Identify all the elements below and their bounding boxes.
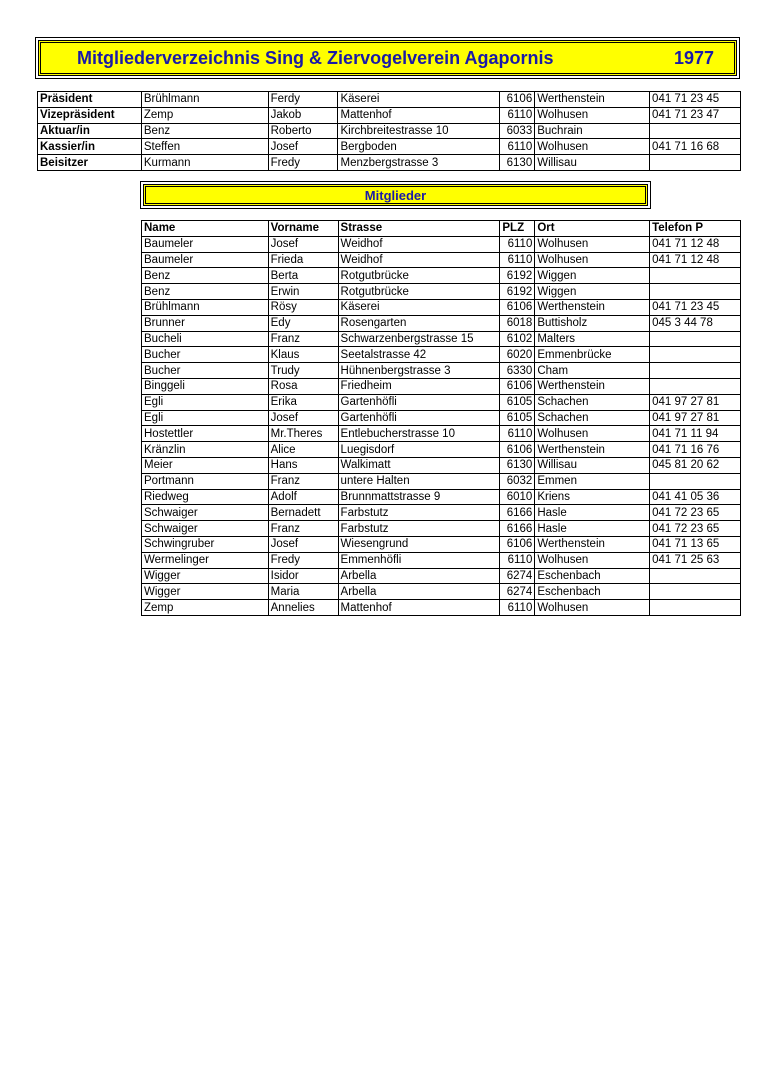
- member-ort-cell: Schachen: [535, 410, 650, 426]
- section-title: Mitglieder: [364, 187, 427, 203]
- board-ort-cell: Willisau: [535, 155, 650, 171]
- member-name-cell: Wigger: [142, 584, 269, 600]
- member-row: [142, 568, 741, 584]
- member-telefon-cell: 045 3 44 78: [650, 315, 741, 331]
- member-vorname-cell: Rösy: [268, 299, 338, 315]
- member-row: [142, 505, 741, 521]
- member-ort-cell: Wiggen: [535, 268, 650, 284]
- column-header-vorname: Vorname: [268, 221, 338, 237]
- member-strasse-cell: Käserei: [338, 299, 500, 315]
- member-plz-cell: 6166: [500, 521, 535, 537]
- board-ort-cell: Buchrain: [535, 123, 650, 139]
- member-ort-cell: Kriens: [535, 489, 650, 505]
- member-telefon-cell: [650, 347, 741, 363]
- member-telefon-cell: 041 71 11 94: [650, 426, 741, 442]
- member-strasse-cell: Gartenhöfli: [338, 410, 500, 426]
- member-name-cell: Egli: [142, 410, 269, 426]
- board-name-cell: Zemp: [141, 107, 268, 123]
- member-telefon-cell: [650, 331, 741, 347]
- board-role: Aktuar/in: [38, 123, 142, 139]
- member-name-cell: Brühlmann: [142, 299, 269, 315]
- member-telefon-cell: 041 71 23 45: [650, 299, 741, 315]
- column-header-telefon: Telefon P: [650, 221, 741, 237]
- member-plz-cell: 6330: [500, 363, 535, 379]
- member-name-cell: Wigger: [142, 568, 269, 584]
- member-plz-cell: 6110: [500, 552, 535, 568]
- member-telefon-cell: [650, 363, 741, 379]
- member-telefon-cell: 041 97 27 81: [650, 410, 741, 426]
- member-vorname-cell: Berta: [268, 268, 338, 284]
- member-telefon-cell: [650, 268, 741, 284]
- member-vorname-cell: Maria: [268, 584, 338, 600]
- member-plz-cell: 6105: [500, 394, 535, 410]
- member-ort-cell: Eschenbach: [535, 584, 650, 600]
- member-ort-cell: Hasle: [535, 505, 650, 521]
- member-ort-cell: Eschenbach: [535, 568, 650, 584]
- board-role: Vizepräsident: [38, 107, 142, 123]
- member-ort-cell: Schachen: [535, 394, 650, 410]
- member-telefon-cell: 041 41 05 36: [650, 489, 741, 505]
- member-telefon-cell: [650, 284, 741, 300]
- member-vorname-cell: Annelies: [268, 600, 338, 616]
- member-vorname-cell: Mr.Theres: [268, 426, 338, 442]
- member-vorname-cell: Erwin: [268, 284, 338, 300]
- member-vorname-cell: Josef: [268, 536, 338, 552]
- member-ort-cell: Willisau: [535, 457, 650, 473]
- member-name-cell: Meier: [142, 457, 269, 473]
- member-strasse-cell: Friedheim: [338, 378, 500, 394]
- board-vorname-cell: Fredy: [268, 155, 338, 171]
- member-name-cell: Baumeler: [142, 236, 269, 252]
- members-table: [141, 220, 741, 616]
- board-role: Beisitzer: [38, 155, 142, 171]
- member-strasse-cell: Rosengarten: [338, 315, 500, 331]
- board-vorname-cell: Jakob: [268, 107, 338, 123]
- member-vorname-cell: Alice: [268, 442, 338, 458]
- member-name-cell: Zemp: [142, 600, 269, 616]
- member-vorname-cell: Adolf: [268, 489, 338, 505]
- member-strasse-cell: Weidhof: [338, 252, 500, 268]
- member-ort-cell: Werthenstein: [535, 536, 650, 552]
- member-vorname-cell: Josef: [268, 410, 338, 426]
- member-strasse-cell: Farbstutz: [338, 521, 500, 537]
- member-vorname-cell: Hans: [268, 457, 338, 473]
- member-name-cell: Hostettler: [142, 426, 269, 442]
- member-vorname-cell: Franz: [268, 331, 338, 347]
- member-name-cell: Baumeler: [142, 252, 269, 268]
- board-ort-cell: Werthenstein: [535, 92, 650, 108]
- board-plz-cell: 6033: [500, 123, 535, 139]
- board-strasse-cell: Mattenhof: [338, 107, 500, 123]
- member-row: [142, 315, 741, 331]
- member-row: [142, 394, 741, 410]
- member-row: [142, 363, 741, 379]
- member-name-cell: Benz: [142, 268, 269, 284]
- member-vorname-cell: Bernadett: [268, 505, 338, 521]
- member-telefon-cell: 041 71 25 63: [650, 552, 741, 568]
- member-plz-cell: 6106: [500, 299, 535, 315]
- board-plz-cell: 6110: [500, 139, 535, 155]
- member-ort-cell: Wiggen: [535, 284, 650, 300]
- board-row: [38, 92, 741, 108]
- board-name-cell: Steffen: [141, 139, 268, 155]
- member-row: [142, 268, 741, 284]
- document-year: 1977: [673, 47, 714, 68]
- member-plz-cell: 6110: [500, 600, 535, 616]
- board-telefon-cell: 041 71 16 68: [650, 139, 741, 155]
- member-vorname-cell: Edy: [268, 315, 338, 331]
- member-name-cell: Schwaiger: [142, 521, 269, 537]
- member-ort-cell: Emmen: [535, 473, 650, 489]
- member-plz-cell: 6274: [500, 568, 535, 584]
- member-row: [142, 521, 741, 537]
- column-header-ort: Ort: [535, 221, 650, 237]
- member-row: [142, 347, 741, 363]
- member-strasse-cell: Luegisdorf: [338, 442, 500, 458]
- member-row: [142, 410, 741, 426]
- member-strasse-cell: Weidhof: [338, 236, 500, 252]
- member-row: [142, 299, 741, 315]
- member-vorname-cell: Trudy: [268, 363, 338, 379]
- board-ort-cell: Wolhusen: [535, 107, 650, 123]
- member-ort-cell: Wolhusen: [535, 252, 650, 268]
- member-plz-cell: 6110: [500, 426, 535, 442]
- member-plz-cell: 6192: [500, 268, 535, 284]
- board-vorname-cell: Josef: [268, 139, 338, 155]
- board-telefon-cell: 041 71 23 47: [650, 107, 741, 123]
- column-header-plz: PLZ: [500, 221, 535, 237]
- board-name-cell: Kurmann: [141, 155, 268, 171]
- member-telefon-cell: [650, 378, 741, 394]
- member-vorname-cell: Erika: [268, 394, 338, 410]
- member-name-cell: Binggeli: [142, 378, 269, 394]
- member-row: [142, 442, 741, 458]
- board-strasse-cell: Käserei: [338, 92, 500, 108]
- member-strasse-cell: Rotgutbrücke: [338, 284, 500, 300]
- member-plz-cell: 6106: [500, 536, 535, 552]
- member-strasse-cell: Mattenhof: [338, 600, 500, 616]
- board-role: Kassier/in: [38, 139, 142, 155]
- member-plz-cell: 6110: [500, 236, 535, 252]
- document-title: Mitgliederverzeichnis Sing & Ziervogelverein Agapornis: [77, 47, 554, 68]
- section-banner-inner: [143, 184, 648, 206]
- member-ort-cell: Werthenstein: [535, 378, 650, 394]
- member-ort-cell: Emmenbrücke: [535, 347, 650, 363]
- member-plz-cell: 6032: [500, 473, 535, 489]
- member-strasse-cell: Seetalstrasse 42: [338, 347, 500, 363]
- title-banner: [35, 37, 740, 79]
- board-row: [38, 139, 741, 155]
- member-strasse-cell: Walkimatt: [338, 457, 500, 473]
- board-name-cell: Benz: [141, 123, 268, 139]
- column-header-name: Name: [142, 221, 269, 237]
- board-name-cell: Brühlmann: [141, 92, 268, 108]
- board-row: [38, 107, 741, 123]
- member-vorname-cell: Rosa: [268, 378, 338, 394]
- member-telefon-cell: 045 81 20 62: [650, 457, 741, 473]
- member-plz-cell: 6274: [500, 584, 535, 600]
- board-table-body: [38, 92, 741, 171]
- member-strasse-cell: Arbella: [338, 568, 500, 584]
- member-telefon-cell: 041 71 12 48: [650, 236, 741, 252]
- member-vorname-cell: Franz: [268, 521, 338, 537]
- board-plz-cell: 6106: [500, 92, 535, 108]
- member-plz-cell: 6166: [500, 505, 535, 521]
- member-ort-cell: Werthenstein: [535, 442, 650, 458]
- member-row: [142, 284, 741, 300]
- member-vorname-cell: Frieda: [268, 252, 338, 268]
- member-row: [142, 378, 741, 394]
- board-row: [38, 155, 741, 171]
- member-strasse-cell: Emmenhöfli: [338, 552, 500, 568]
- board-telefon-cell: [650, 123, 741, 139]
- member-plz-cell: 6020: [500, 347, 535, 363]
- member-row: [142, 331, 741, 347]
- board-vorname-cell: Ferdy: [268, 92, 338, 108]
- member-vorname-cell: Isidor: [268, 568, 338, 584]
- member-strasse-cell: Gartenhöfli: [338, 394, 500, 410]
- member-row: [142, 252, 741, 268]
- board-ort-cell: Wolhusen: [535, 139, 650, 155]
- member-plz-cell: 6102: [500, 331, 535, 347]
- member-row: [142, 584, 741, 600]
- member-ort-cell: Hasle: [535, 521, 650, 537]
- member-row: [142, 457, 741, 473]
- member-plz-cell: 6192: [500, 284, 535, 300]
- member-strasse-cell: Hühnenbergstrasse 3: [338, 363, 500, 379]
- title-banner-inner: [38, 40, 737, 76]
- member-telefon-cell: 041 97 27 81: [650, 394, 741, 410]
- member-name-cell: Kränzlin: [142, 442, 269, 458]
- member-telefon-cell: 041 71 13 65: [650, 536, 741, 552]
- member-name-cell: Riedweg: [142, 489, 269, 505]
- member-row: [142, 552, 741, 568]
- member-strasse-cell: Rotgutbrücke: [338, 268, 500, 284]
- member-name-cell: Egli: [142, 394, 269, 410]
- member-name-cell: Schwingruber: [142, 536, 269, 552]
- member-name-cell: Bucher: [142, 363, 269, 379]
- board-strasse-cell: Bergboden: [338, 139, 500, 155]
- member-row: [142, 489, 741, 505]
- member-name-cell: Bucheli: [142, 331, 269, 347]
- board-plz-cell: 6130: [500, 155, 535, 171]
- member-strasse-cell: Farbstutz: [338, 505, 500, 521]
- member-telefon-cell: 041 72 23 65: [650, 505, 741, 521]
- board-telefon-cell: 041 71 23 45: [650, 92, 741, 108]
- member-plz-cell: 6130: [500, 457, 535, 473]
- board-role: Präsident: [38, 92, 142, 108]
- member-name-cell: Schwaiger: [142, 505, 269, 521]
- member-ort-cell: Cham: [535, 363, 650, 379]
- member-strasse-cell: Brunnmattstrasse 9: [338, 489, 500, 505]
- member-name-cell: Wermelinger: [142, 552, 269, 568]
- board-strasse-cell: Menzbergstrasse 3: [338, 155, 500, 171]
- member-vorname-cell: Josef: [268, 236, 338, 252]
- member-telefon-cell: [650, 584, 741, 600]
- member-row: [142, 536, 741, 552]
- member-ort-cell: Wolhusen: [535, 600, 650, 616]
- board-vorname-cell: Roberto: [268, 123, 338, 139]
- member-telefon-cell: [650, 600, 741, 616]
- member-plz-cell: 6106: [500, 442, 535, 458]
- member-strasse-cell: Schwarzenbergstrasse 15: [338, 331, 500, 347]
- members-header-row: [142, 221, 741, 237]
- members-table-body: [142, 221, 741, 616]
- member-telefon-cell: 041 71 16 76: [650, 442, 741, 458]
- member-name-cell: Brunner: [142, 315, 269, 331]
- member-name-cell: Portmann: [142, 473, 269, 489]
- member-vorname-cell: Franz: [268, 473, 338, 489]
- member-plz-cell: 6018: [500, 315, 535, 331]
- member-strasse-cell: untere Halten: [338, 473, 500, 489]
- member-row: [142, 473, 741, 489]
- member-row: [142, 426, 741, 442]
- member-telefon-cell: [650, 568, 741, 584]
- member-ort-cell: Malters: [535, 331, 650, 347]
- board-row: [38, 123, 741, 139]
- member-ort-cell: Werthenstein: [535, 299, 650, 315]
- member-telefon-cell: 041 72 23 65: [650, 521, 741, 537]
- member-ort-cell: Wolhusen: [535, 236, 650, 252]
- member-ort-cell: Wolhusen: [535, 426, 650, 442]
- member-vorname-cell: Klaus: [268, 347, 338, 363]
- member-row: [142, 236, 741, 252]
- member-ort-cell: Wolhusen: [535, 552, 650, 568]
- member-plz-cell: 6105: [500, 410, 535, 426]
- member-strasse-cell: Entlebucherstrasse 10: [338, 426, 500, 442]
- board-table: [37, 91, 741, 171]
- member-ort-cell: Buttisholz: [535, 315, 650, 331]
- member-name-cell: Bucher: [142, 347, 269, 363]
- member-row: [142, 600, 741, 616]
- member-strasse-cell: Arbella: [338, 584, 500, 600]
- column-header-strasse: Strasse: [338, 221, 500, 237]
- board-strasse-cell: Kirchbreitestrasse 10: [338, 123, 500, 139]
- member-plz-cell: 6110: [500, 252, 535, 268]
- member-name-cell: Benz: [142, 284, 269, 300]
- member-telefon-cell: 041 71 12 48: [650, 252, 741, 268]
- board-plz-cell: 6110: [500, 107, 535, 123]
- member-plz-cell: 6106: [500, 378, 535, 394]
- section-banner: [140, 181, 651, 209]
- member-vorname-cell: Fredy: [268, 552, 338, 568]
- board-telefon-cell: [650, 155, 741, 171]
- member-plz-cell: 6010: [500, 489, 535, 505]
- member-telefon-cell: [650, 473, 741, 489]
- member-strasse-cell: Wiesengrund: [338, 536, 500, 552]
